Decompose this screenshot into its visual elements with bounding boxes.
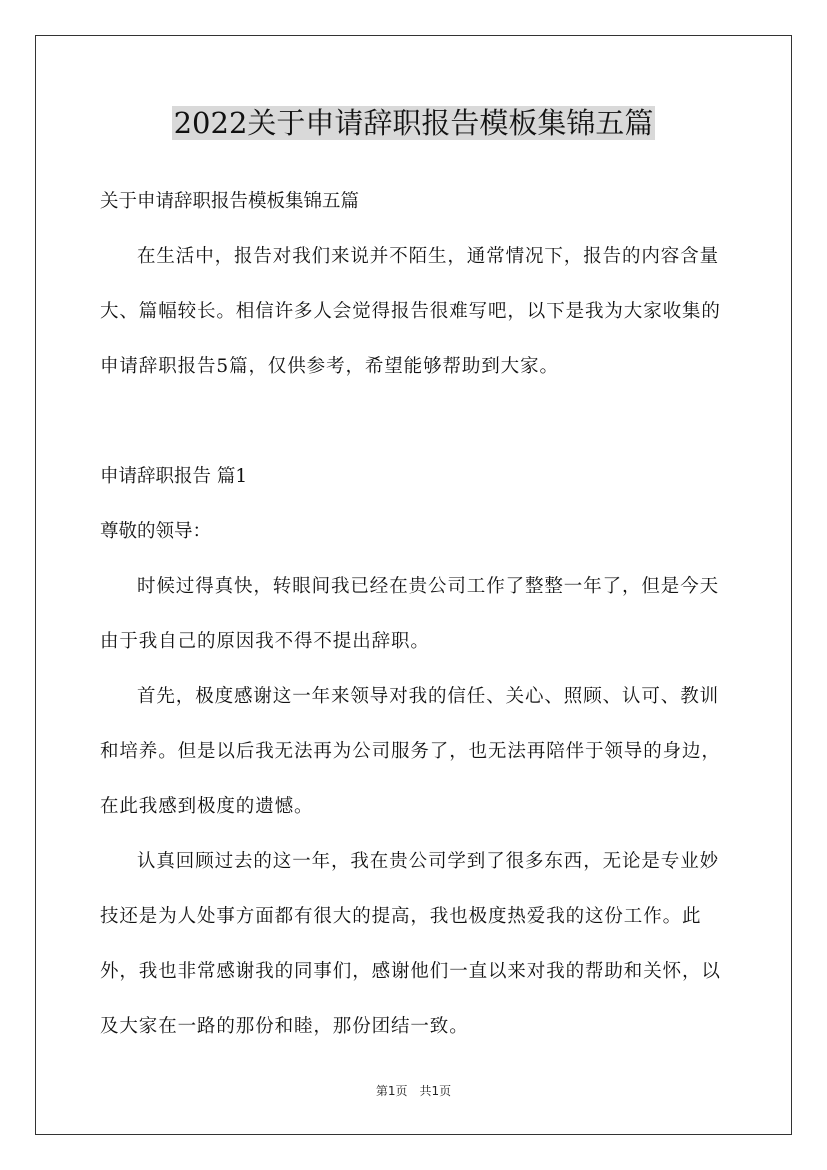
intro-paragraph: 在生活中，报告对我们来说并不陌生，通常情况下，报告的内容含量大、篇幅较长。相信许多人会觉得报告很难写吧，以下是我为大家收集的申请辞职报告5篇，仅供参考，希望能够帮助到大家。	[100, 246, 721, 377]
body-paragraph: 认真回顾过去的这一年，我在贵公司学到了很多东西，无论是专业妙技还是为人处事方面都有很大的提高，我也极度热爱我的这份工作。此外，我也非常感谢我的同事们，感谢他们一直以来对我的帮助和关怀，以及大家在一路的那份和睦，那份团结一致。	[100, 851, 721, 1037]
document-title-text: 2022关于申请辞职报告模板集锦五篇	[173, 106, 654, 140]
body-paragraph: 时候过得真快，转眼间我已经在贵公司工作了整整一年了，但是今天由于我自己的原因我不得不提出辞职。	[100, 576, 720, 652]
document-title	[0, 103, 827, 143]
document-subtitle: 关于申请辞职报告模板集锦五篇	[100, 191, 360, 212]
salutation: 尊敬的领导：	[100, 521, 212, 542]
body-paragraph: 首先，极度感谢这一年来领导对我的信任、关心、照顾、认可、教训和培养。但是以后我无法再为公司服务了，也无法再陪伴于领导的身边，在此我感到极度的遗憾。	[100, 686, 721, 817]
page-number-footer: 第1页 共1页	[375, 1084, 452, 1098]
document-body	[100, 174, 730, 1054]
section-spacer	[100, 394, 730, 449]
section-heading: 申请辞职报告 篇1	[100, 466, 248, 487]
